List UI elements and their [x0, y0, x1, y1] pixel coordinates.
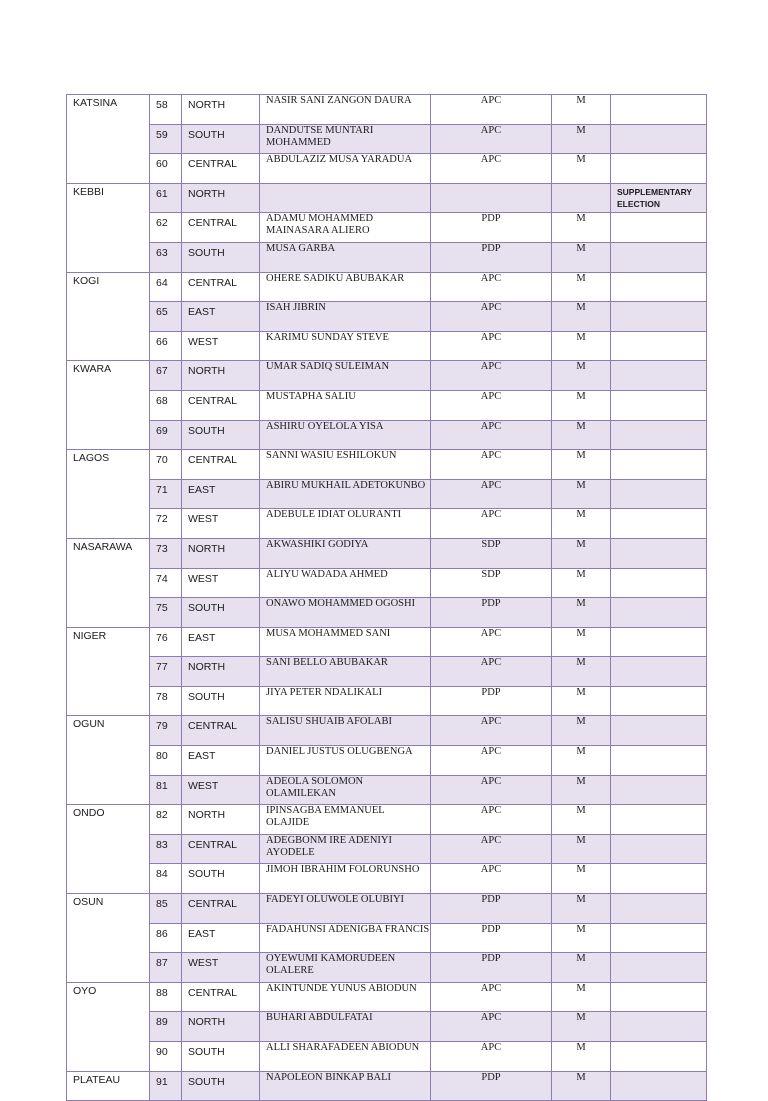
gender-cell: M — [552, 242, 611, 272]
senator-name-cell: DANDUTSE MUNTARI MOHAMMED — [260, 124, 431, 154]
senators-table — [66, 94, 707, 1101]
gender-cell: M — [552, 1042, 611, 1072]
district-number-cell: 89 — [150, 1012, 182, 1042]
district-number-cell: 82 — [150, 805, 182, 835]
senatorial-zone-cell: SOUTH — [182, 242, 260, 272]
party-cell: APC — [431, 420, 552, 450]
senator-name-cell — [260, 183, 431, 213]
gender-cell: M — [552, 627, 611, 657]
remark-cell — [611, 479, 707, 509]
table-row — [67, 538, 707, 568]
senatorial-zone-cell: NORTH — [182, 538, 260, 568]
district-number-cell: 68 — [150, 390, 182, 420]
party-cell — [431, 183, 552, 213]
district-number-cell: 87 — [150, 953, 182, 983]
party-cell: APC — [431, 775, 552, 805]
senator-name-cell: ADEGBONM IRE ADENIYI AYODELE — [260, 834, 431, 864]
state-cell: KWARA — [67, 361, 150, 450]
gender-cell: M — [552, 716, 611, 746]
state-cell: ONDO — [67, 805, 150, 894]
party-cell: PDP — [431, 242, 552, 272]
party-cell: PDP — [431, 953, 552, 983]
senatorial-zone-cell: CENTRAL — [182, 390, 260, 420]
senator-name-cell: ALLI SHARAFADEEN ABIODUN — [260, 1042, 431, 1072]
senatorial-zone-cell: SOUTH — [182, 124, 260, 154]
district-number-cell: 84 — [150, 864, 182, 894]
table-row — [67, 154, 707, 184]
table-row — [67, 390, 707, 420]
remark-cell — [611, 242, 707, 272]
remark-cell: SUPPLEMENTARY ELECTION — [611, 183, 707, 213]
state-cell: LAGOS — [67, 450, 150, 539]
table-row — [67, 834, 707, 864]
senator-name-cell: JIYA PETER NDALIKALI — [260, 686, 431, 716]
senatorial-zone-cell: EAST — [182, 746, 260, 776]
senatorial-zone-cell: WEST — [182, 331, 260, 361]
party-cell: APC — [431, 627, 552, 657]
table-row — [67, 272, 707, 302]
party-cell: APC — [431, 657, 552, 687]
party-cell: APC — [431, 834, 552, 864]
senator-name-cell: ADEBULE IDIAT OLURANTI — [260, 509, 431, 539]
senator-name-cell: DANIEL JUSTUS OLUGBENGA — [260, 746, 431, 776]
party-cell: APC — [431, 331, 552, 361]
table-row — [67, 716, 707, 746]
senatorial-zone-cell: EAST — [182, 302, 260, 332]
senator-name-cell: ABDULAZIZ MUSA YARADUA — [260, 154, 431, 184]
gender-cell: M — [552, 124, 611, 154]
party-cell: APC — [431, 746, 552, 776]
remark-cell — [611, 1071, 707, 1101]
senator-name-cell: UMAR SADIQ SULEIMAN — [260, 361, 431, 391]
senatorial-zone-cell: CENTRAL — [182, 450, 260, 480]
district-number-cell: 88 — [150, 982, 182, 1012]
senator-name-cell: KARIMU SUNDAY STEVE — [260, 331, 431, 361]
district-number-cell: 79 — [150, 716, 182, 746]
remark-cell — [611, 716, 707, 746]
state-cell: KEBBI — [67, 183, 150, 272]
table-row — [67, 509, 707, 539]
party-cell: PDP — [431, 598, 552, 628]
table-row — [67, 627, 707, 657]
district-number-cell: 70 — [150, 450, 182, 480]
remark-cell — [611, 1042, 707, 1072]
gender-cell: M — [552, 775, 611, 805]
senator-name-cell: ISAH JIBRIN — [260, 302, 431, 332]
state-cell: OGUN — [67, 716, 150, 805]
senator-name-cell: FADEYI OLUWOLE OLUBIYI — [260, 894, 431, 924]
remark-cell — [611, 864, 707, 894]
table-row — [67, 124, 707, 154]
remark-cell — [611, 450, 707, 480]
gender-cell: M — [552, 302, 611, 332]
party-cell: PDP — [431, 923, 552, 953]
table-row — [67, 894, 707, 924]
gender-cell: M — [552, 420, 611, 450]
senatorial-zone-cell: NORTH — [182, 657, 260, 687]
party-cell: APC — [431, 124, 552, 154]
senatorial-zone-cell: WEST — [182, 953, 260, 983]
party-cell: APC — [431, 390, 552, 420]
table-row — [67, 420, 707, 450]
district-number-cell: 80 — [150, 746, 182, 776]
district-number-cell: 85 — [150, 894, 182, 924]
table-row — [67, 1012, 707, 1042]
senatorial-zone-cell: NORTH — [182, 95, 260, 125]
senator-name-cell: BUHARI ABDULFATAI — [260, 1012, 431, 1042]
party-cell: APC — [431, 361, 552, 391]
remark-cell — [611, 420, 707, 450]
party-cell: PDP — [431, 213, 552, 243]
senator-name-cell: ONAWO MOHAMMED OGOSHI — [260, 598, 431, 628]
gender-cell: M — [552, 390, 611, 420]
table-row — [67, 746, 707, 776]
gender-cell: M — [552, 1012, 611, 1042]
senator-name-cell: SANI BELLO ABUBAKAR — [260, 657, 431, 687]
party-cell: PDP — [431, 1071, 552, 1101]
senatorial-zone-cell: CENTRAL — [182, 154, 260, 184]
table-row — [67, 1042, 707, 1072]
table-row — [67, 242, 707, 272]
district-number-cell: 60 — [150, 154, 182, 184]
gender-cell: M — [552, 746, 611, 776]
table-row — [67, 183, 707, 213]
district-number-cell: 62 — [150, 213, 182, 243]
party-cell: APC — [431, 509, 552, 539]
table-row — [67, 982, 707, 1012]
table-row — [67, 686, 707, 716]
party-cell: APC — [431, 450, 552, 480]
remark-cell — [611, 538, 707, 568]
district-number-cell: 73 — [150, 538, 182, 568]
gender-cell: M — [552, 568, 611, 598]
senatorial-zone-cell: SOUTH — [182, 1071, 260, 1101]
district-number-cell: 64 — [150, 272, 182, 302]
senatorial-zone-cell: CENTRAL — [182, 982, 260, 1012]
senator-name-cell: MUSA GARBA — [260, 242, 431, 272]
state-cell: NIGER — [67, 627, 150, 716]
party-cell: APC — [431, 1012, 552, 1042]
senator-name-cell: ASHIRU OYELOLA YISA — [260, 420, 431, 450]
senatorial-zone-cell: CENTRAL — [182, 716, 260, 746]
senator-name-cell: NAPOLEON BINKAP BALI — [260, 1071, 431, 1101]
table-row — [67, 361, 707, 391]
senatorial-zone-cell: WEST — [182, 568, 260, 598]
party-cell: APC — [431, 982, 552, 1012]
table-row — [67, 598, 707, 628]
senatorial-zone-cell: CENTRAL — [182, 894, 260, 924]
table-row — [67, 568, 707, 598]
table-row — [67, 95, 707, 125]
remark-cell — [611, 361, 707, 391]
remark-cell — [611, 390, 707, 420]
remark-cell — [611, 509, 707, 539]
party-cell: APC — [431, 864, 552, 894]
gender-cell — [552, 183, 611, 213]
senatorial-zone-cell: CENTRAL — [182, 213, 260, 243]
senator-name-cell: ABIRU MUKHAIL ADETOKUNBO — [260, 479, 431, 509]
state-cell: PLATEAU — [67, 1071, 150, 1101]
senatorial-zone-cell: NORTH — [182, 361, 260, 391]
senatorial-zone-cell: SOUTH — [182, 420, 260, 450]
senatorial-zone-cell: CENTRAL — [182, 834, 260, 864]
district-number-cell: 63 — [150, 242, 182, 272]
table-row — [67, 864, 707, 894]
senator-name-cell: AKWASHIKI GODIYA — [260, 538, 431, 568]
remark-cell — [611, 627, 707, 657]
table-row — [67, 213, 707, 243]
table-row — [67, 450, 707, 480]
senator-name-cell: ADEOLA SOLOMON OLAMILEKAN — [260, 775, 431, 805]
senatorial-zone-cell: NORTH — [182, 805, 260, 835]
district-number-cell: 71 — [150, 479, 182, 509]
district-number-cell: 90 — [150, 1042, 182, 1072]
senator-name-cell: OYEWUMI KAMORUDEEN OLALERE — [260, 953, 431, 983]
state-cell: KATSINA — [67, 95, 150, 184]
gender-cell: M — [552, 154, 611, 184]
senatorial-zone-cell: WEST — [182, 775, 260, 805]
party-cell: APC — [431, 1042, 552, 1072]
table-row — [67, 775, 707, 805]
party-cell: SDP — [431, 538, 552, 568]
gender-cell: M — [552, 982, 611, 1012]
party-cell: APC — [431, 716, 552, 746]
remark-cell — [611, 213, 707, 243]
senatorial-zone-cell: CENTRAL — [182, 272, 260, 302]
gender-cell: M — [552, 331, 611, 361]
district-number-cell: 78 — [150, 686, 182, 716]
district-number-cell: 86 — [150, 923, 182, 953]
remark-cell — [611, 154, 707, 184]
district-number-cell: 65 — [150, 302, 182, 332]
district-number-cell: 59 — [150, 124, 182, 154]
gender-cell: M — [552, 864, 611, 894]
gender-cell: M — [552, 894, 611, 924]
senator-name-cell: JIMOH IBRAHIM FOLORUNSHO — [260, 864, 431, 894]
gender-cell: M — [552, 923, 611, 953]
senator-name-cell: SALISU SHUAIB AFOLABI — [260, 716, 431, 746]
senator-name-cell: FADAHUNSI ADENIGBA FRANCIS — [260, 923, 431, 953]
state-cell: OYO — [67, 982, 150, 1071]
senator-name-cell: SANNI WASIU ESHILOKUN — [260, 450, 431, 480]
senator-name-cell: AKINTUNDE YUNUS ABIODUN — [260, 982, 431, 1012]
gender-cell: M — [552, 272, 611, 302]
table-row — [67, 657, 707, 687]
remark-cell — [611, 95, 707, 125]
district-number-cell: 81 — [150, 775, 182, 805]
remark-cell — [611, 686, 707, 716]
senator-name-cell: IPINSAGBA EMMANUEL OLAJIDE — [260, 805, 431, 835]
remark-cell — [611, 805, 707, 835]
table-row — [67, 331, 707, 361]
gender-cell: M — [552, 95, 611, 125]
remark-cell — [611, 746, 707, 776]
district-number-cell: 83 — [150, 834, 182, 864]
district-number-cell: 91 — [150, 1071, 182, 1101]
gender-cell: M — [552, 598, 611, 628]
gender-cell: M — [552, 953, 611, 983]
state-cell: NASARAWA — [67, 538, 150, 627]
party-cell: APC — [431, 805, 552, 835]
senatorial-zone-cell: SOUTH — [182, 686, 260, 716]
senatorial-zone-cell: EAST — [182, 627, 260, 657]
remark-cell — [611, 923, 707, 953]
party-cell: APC — [431, 479, 552, 509]
gender-cell: M — [552, 834, 611, 864]
table-row — [67, 479, 707, 509]
district-number-cell: 76 — [150, 627, 182, 657]
table-row — [67, 805, 707, 835]
party-cell: APC — [431, 272, 552, 302]
district-number-cell: 61 — [150, 183, 182, 213]
district-number-cell: 74 — [150, 568, 182, 598]
remark-cell — [611, 834, 707, 864]
gender-cell: M — [552, 361, 611, 391]
gender-cell: M — [552, 538, 611, 568]
senatorial-zone-cell: NORTH — [182, 1012, 260, 1042]
remark-cell — [611, 982, 707, 1012]
remark-cell — [611, 272, 707, 302]
senator-name-cell: OHERE SADIKU ABUBAKAR — [260, 272, 431, 302]
district-number-cell: 77 — [150, 657, 182, 687]
district-number-cell: 75 — [150, 598, 182, 628]
remark-cell — [611, 124, 707, 154]
remark-cell — [611, 953, 707, 983]
gender-cell: M — [552, 686, 611, 716]
state-cell: KOGI — [67, 272, 150, 361]
gender-cell: M — [552, 509, 611, 539]
party-cell: PDP — [431, 686, 552, 716]
senator-name-cell: MUSA MOHAMMED SANI — [260, 627, 431, 657]
senatorial-zone-cell: EAST — [182, 479, 260, 509]
remark-cell — [611, 775, 707, 805]
gender-cell: M — [552, 450, 611, 480]
district-number-cell: 72 — [150, 509, 182, 539]
remark-cell — [611, 657, 707, 687]
gender-cell: M — [552, 657, 611, 687]
senatorial-zone-cell: WEST — [182, 509, 260, 539]
senatorial-zone-cell: SOUTH — [182, 1042, 260, 1072]
remark-cell — [611, 302, 707, 332]
party-cell: APC — [431, 302, 552, 332]
senator-name-cell: MUSTAPHA SALIU — [260, 390, 431, 420]
district-number-cell: 67 — [150, 361, 182, 391]
remark-cell — [611, 1012, 707, 1042]
gender-cell: M — [552, 213, 611, 243]
table-body — [67, 95, 707, 1101]
senatorial-zone-cell: NORTH — [182, 183, 260, 213]
party-cell: SDP — [431, 568, 552, 598]
district-number-cell: 69 — [150, 420, 182, 450]
party-cell: APC — [431, 154, 552, 184]
district-number-cell: 58 — [150, 95, 182, 125]
senator-name-cell: NASIR SANI ZANGON DAURA — [260, 95, 431, 125]
table-row — [67, 1071, 707, 1101]
senator-name-cell: ADAMU MOHAMMED MAINASARA ALIERO — [260, 213, 431, 243]
table-row — [67, 953, 707, 983]
gender-cell: M — [552, 1071, 611, 1101]
remark-cell — [611, 894, 707, 924]
remark-cell — [611, 598, 707, 628]
gender-cell: M — [552, 479, 611, 509]
remark-cell — [611, 568, 707, 598]
party-cell: APC — [431, 95, 552, 125]
district-number-cell: 66 — [150, 331, 182, 361]
senatorial-zone-cell: EAST — [182, 923, 260, 953]
senator-name-cell: ALIYU WADADA AHMED — [260, 568, 431, 598]
gender-cell: M — [552, 805, 611, 835]
state-cell: OSUN — [67, 894, 150, 983]
senatorial-zone-cell: SOUTH — [182, 598, 260, 628]
table-row — [67, 302, 707, 332]
table-row — [67, 923, 707, 953]
remark-cell — [611, 331, 707, 361]
senatorial-zone-cell: SOUTH — [182, 864, 260, 894]
party-cell: PDP — [431, 894, 552, 924]
